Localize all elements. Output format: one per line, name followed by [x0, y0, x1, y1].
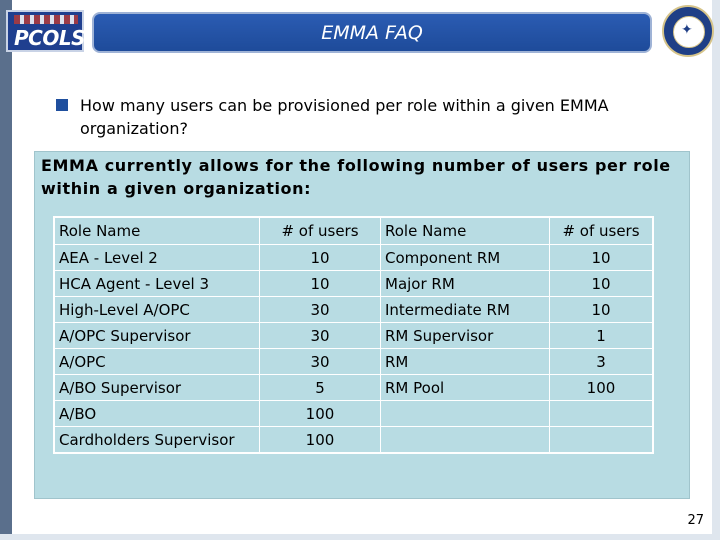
header-role-name-1: Role Name — [54, 217, 260, 245]
title-bar — [92, 12, 652, 53]
table-row — [54, 349, 653, 375]
table-cell: 100 — [260, 427, 381, 454]
table-cell — [381, 427, 550, 454]
table-cell: A/BO Supervisor — [54, 375, 260, 401]
logo-text: PCOLS — [14, 26, 85, 50]
header-role-name-2: Role Name — [381, 217, 550, 245]
flag-graphic — [14, 15, 78, 24]
pcols-logo — [6, 10, 84, 52]
table-cell: HCA Agent - Level 3 — [54, 271, 260, 297]
table-cell: Cardholders Supervisor — [54, 427, 260, 454]
table-cell: 1 — [550, 323, 654, 349]
table-cell: 3 — [550, 349, 654, 375]
table-cell: 30 — [260, 349, 381, 375]
table-row — [54, 375, 653, 401]
table-cell: Component RM — [381, 245, 550, 271]
table-cell: 100 — [260, 401, 381, 427]
eagle-icon: ✦ — [681, 22, 693, 38]
table-cell: RM Supervisor — [381, 323, 550, 349]
table-cell — [550, 401, 654, 427]
faq-question — [56, 94, 696, 140]
table-cell: A/BO — [54, 401, 260, 427]
table-cell: RM — [381, 349, 550, 375]
right-edge-strip — [712, 0, 720, 540]
table-cell: AEA - Level 2 — [54, 245, 260, 271]
table-row — [54, 297, 653, 323]
table-row — [54, 401, 653, 427]
table-cell: High-Level A/OPC — [54, 297, 260, 323]
table-cell: Major RM — [381, 271, 550, 297]
table-header-row — [54, 217, 653, 245]
table-cell: 30 — [260, 297, 381, 323]
table-cell — [550, 427, 654, 454]
dod-seal-icon — [662, 5, 714, 57]
table-cell: 5 — [260, 375, 381, 401]
header-users-2: # of users — [550, 217, 654, 245]
question-text: How many users can be provisioned per role within a given EMMA organization? — [80, 96, 609, 138]
header-users-1: # of users — [260, 217, 381, 245]
table-cell: 30 — [260, 323, 381, 349]
table-cell: 10 — [550, 245, 654, 271]
table-cell: Intermediate RM — [381, 297, 550, 323]
table-cell: RM Pool — [381, 375, 550, 401]
table-row — [54, 323, 653, 349]
table-cell: 10 — [550, 297, 654, 323]
table-cell: 10 — [260, 245, 381, 271]
table-cell: A/OPC Supervisor — [54, 323, 260, 349]
left-edge-strip — [0, 0, 12, 540]
page-number: 27 — [687, 513, 704, 528]
table-cell — [381, 401, 550, 427]
table-row — [54, 427, 653, 454]
table-cell: A/OPC — [54, 349, 260, 375]
table-cell: 10 — [260, 271, 381, 297]
bottom-edge-strip — [0, 534, 720, 540]
answer-intro: EMMA currently allows for the following number of users per role within a given organization: — [41, 156, 671, 198]
page-title: EMMA FAQ — [321, 21, 423, 44]
table-row — [54, 271, 653, 297]
role-limits-table — [53, 216, 654, 454]
seal-inner-ring — [673, 16, 705, 48]
answer-panel — [34, 151, 690, 499]
table-cell: 100 — [550, 375, 654, 401]
bullet-icon — [56, 99, 68, 111]
table-row — [54, 245, 653, 271]
table-cell: 10 — [550, 271, 654, 297]
